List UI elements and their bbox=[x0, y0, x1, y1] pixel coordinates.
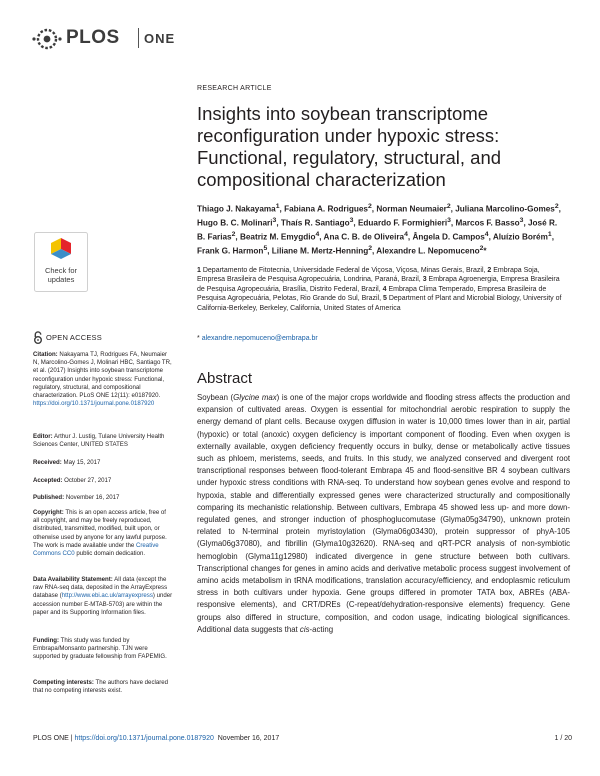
footer-date: November 16, 2017 bbox=[217, 735, 280, 742]
data-availability-block bbox=[33, 576, 173, 617]
funding-block bbox=[33, 637, 173, 662]
corresponding-email-link[interactable]: alexandre.nepomuceno@embrapa.br bbox=[201, 335, 318, 342]
editor-text: Arthur J. Lustig, Tulane University Health Sciences Center, UNITED STATES bbox=[33, 433, 165, 449]
logo-divider bbox=[138, 28, 139, 48]
corresponding-mark: * bbox=[197, 335, 200, 342]
abstract-paragraph: Soybean (Glycine max) is one of the major crops worldwide and flooding stress affects the production and expansion of cultivated areas. Oxygen is essential for mitochondrial aerobic respiration to supply the energy demand of plant cells. Because oxygen diffusion in water is 10,000 times lower than in air, partial (hypoxic) or total (anoxic) oxygen deficiency is important component of flooding. Even when oxygen is externally available, oxygen deficiency frequently occurs in bulky, dense or metabolically active tissues such as phloem, meristems, seeds, and fruits. In this study, we analyzed conserved and divergent root transcriptional responses between flood-tolerant Embrapa 45 and flood-sensitive BR 4 soybean cultivars under hypoxic stress conditions with RNA-seq. To understand how soybean genes evolve and respond to hypoxia, stable and differentially expressed genes were characterized structurally and compositionally comparing its mechanistic relationship. Between cultivars, Embrapa 45 showed less up- and more down-regulated genes, and stronger induction of phosphoglucomutase (Glyma05g34790), unknown protein related to N-terminal protein myristoylation (Glyma06g03430), protein suppressor of phyA-105 (Glyma06g37080), and fibrillin (Glyma10g32620). RNA-seq and qRT-PCR analysis of non-symbiotic hemoglobin (Glyma11g12980) indicated divergence in gene structure between both cultivars. Transcriptional changes for genes in amino acids and derivative metabolic process suggest involvement of amino acids metabolism in tRNA modifications, translation accuracy/efficiency, and endoplasmic reticulum stress in both cultivars under hypoxia. Gene groups differed in promoter TATA box, ABREs (ABA-responsive elements), and CRT/DREs (C-repeat/dehydration-responsive elements) frequency. Gene groups also differed in structure, composition, and codon usage, indicating biological significances. Additional data suggests that cis-acting bbox=[197, 393, 570, 634]
funding-label: Funding: bbox=[33, 637, 60, 644]
published-date: November 16, 2017 bbox=[65, 494, 120, 501]
competing-interests-text: The authors have declared that no competing interests exist. bbox=[33, 679, 169, 695]
copyright-block bbox=[33, 509, 173, 558]
data-availability-label: Data Availability Statement: bbox=[33, 576, 113, 583]
citation-block bbox=[33, 351, 173, 408]
data-availability-text-2: ) under accession number E-MTAB-5703) are within the paper and its Supporting Information files. bbox=[33, 592, 173, 616]
accepted-block bbox=[33, 477, 173, 485]
badge-line-2: updates bbox=[47, 275, 75, 284]
affiliations: 1 Departamento de Fitotecnia, Universidade Federal de Viçosa, Viçosa, Minas Gerais, Brazil, 2 Embrapa Soja, Empresa Brasileira de Pesquisa Agropecuária, Londrina, Paraná, Brazil, 3 Embrapa Agroenergia, Empresa Brasileira de Pesquisa Agropecuária, Brasília, Distrito Federal, Brazil, 4 Embrapa Clima Temperado, Empresa Brasileira de Pesquisa Agropecuária, Pelotas, Rio Grande do Sul, Brazil, 5 Department of Plant and Microbial Biology, University of California-Berkeley, Berkeley, California, United States of America bbox=[197, 267, 562, 312]
citation-label: Citation: bbox=[33, 351, 58, 358]
published-block bbox=[33, 494, 173, 502]
plos-one-logo bbox=[30, 22, 176, 58]
data-availability-text-1: All data (except the raw RNA-seq data, deposited in the ArrayExpress database ( bbox=[33, 576, 168, 600]
received-label: Received: bbox=[33, 459, 62, 466]
accepted-date: October 27, 2017 bbox=[64, 477, 112, 484]
footer-journal: PLOS ONE bbox=[33, 735, 69, 742]
footer-doi-link[interactable]: https://doi.org/10.1371/journal.pone.0187920 bbox=[74, 735, 214, 742]
open-access-text: OPEN ACCESS bbox=[46, 333, 102, 342]
plos-wordmark: PLOS bbox=[66, 27, 120, 48]
open-lock-icon bbox=[33, 331, 43, 344]
cc0-license-link[interactable]: Creative Commons CC0 bbox=[33, 541, 159, 558]
received-date: May 15, 2017 bbox=[63, 459, 101, 466]
arrayexpress-link[interactable]: http://www.ebi.ac.uk/arrayexpress bbox=[61, 592, 153, 600]
competing-interests-label: Competing interests: bbox=[33, 679, 94, 686]
editor-label: Editor: bbox=[33, 433, 53, 440]
citation-text: Nakayama TJ, Rodrigues FA, Neumaier N, Marcolino-Gomes J, Molinari HBC, Santiago TR, et al. (2017) Insights into soybean transcriptome reconfiguration under hypoxic stress: Functional, regulatory, structural, and compositional characterization. PLoS ONE 12(11): e0187920. bbox=[33, 351, 172, 400]
competing-interests-block bbox=[33, 679, 173, 695]
open-access-label bbox=[33, 331, 173, 345]
page-footer bbox=[33, 735, 573, 742]
journal-name: ONE bbox=[144, 31, 176, 46]
copyright-text: This is an open access article, free of all copyright, and may be freely reproduced, distributed, transmitted, modified, built upon, or otherwise used by anyone for any lawful purpose. The work is made available under the bbox=[33, 509, 167, 549]
plos-logo-icon bbox=[30, 24, 64, 54]
editor-block bbox=[33, 433, 173, 449]
published-label: Published: bbox=[33, 494, 65, 501]
citation-doi-link[interactable]: https://doi.org/10.1371/journal.pone.0187920 bbox=[33, 400, 155, 408]
badge-line-1: Check for bbox=[44, 266, 78, 275]
copyright-tail: public domain dedication. bbox=[76, 550, 146, 558]
corresponding-author bbox=[197, 335, 318, 342]
author-list: Thiago J. Nakayama$^1$, Fabiana A. Rodrigues$^2$, Norman Neumaier$^2$, Juliana Marcolino-Gomes$^2$, Hugo B. C. Molinari$^3$, Thaís R. Santiago$^3$, Eduardo F. Formighieri$^3$, Marcos F. Basso$^3$, José R. B. Farias$^2$, Beatriz M. Emygdio$^4$, Ana C. B. de Oliveira$^4$, Ângela D. Campos$^4$, Aluízio Borém$^1$, Frank G. Harmon$^5$, Liliane M. Mertz-Henning$^2$, Alexandre L. Nepomuceno$^2$* bbox=[197, 203, 561, 256]
received-block bbox=[33, 459, 173, 467]
article-title: Insights into soybean transcriptome reconfiguration under hypoxic stress: Functional, regulatory, structural, and compositional characterization bbox=[197, 103, 502, 190]
check-for-updates-button[interactable] bbox=[34, 232, 88, 292]
page-number: 1 / 20 bbox=[554, 735, 572, 742]
funding-text: This study was funded by Embrapa/Monsanto partnership. TJN were supported by graduate fellowship from FAPEMIG. bbox=[33, 637, 167, 661]
abstract-heading: Abstract bbox=[197, 370, 253, 387]
accepted-label: Accepted: bbox=[33, 477, 63, 484]
abstract-body bbox=[197, 392, 570, 636]
article-type-label: RESEARCH ARTICLE bbox=[197, 85, 272, 92]
footer-separator: | bbox=[68, 735, 75, 742]
copyright-label: Copyright: bbox=[33, 509, 64, 516]
check-for-updates-icon bbox=[34, 232, 88, 292]
